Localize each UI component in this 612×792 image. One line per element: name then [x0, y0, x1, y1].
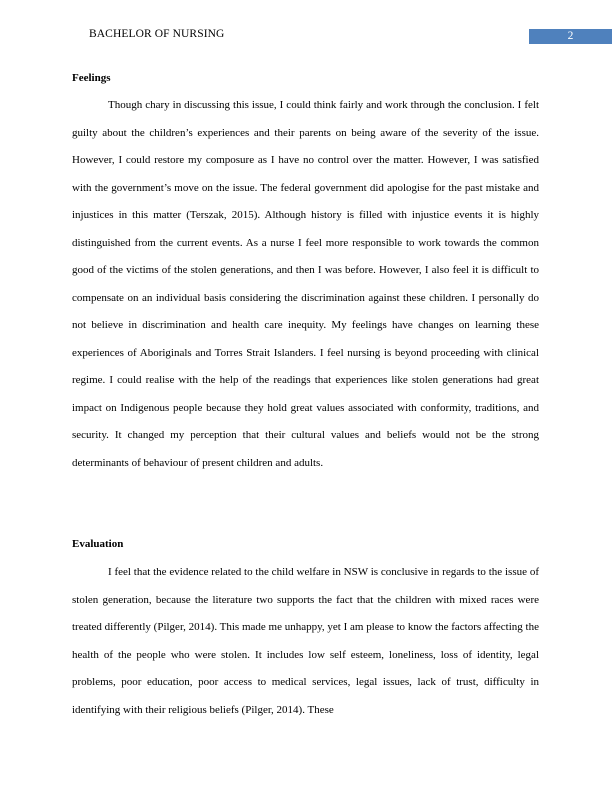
section-heading-feelings: Feelings — [72, 72, 111, 84]
section-body-evaluation — [72, 559, 539, 724]
section-heading-evaluation: Evaluation — [72, 538, 124, 550]
section-body-feelings — [72, 92, 539, 477]
running-head: BACHELOR OF NURSING — [89, 28, 225, 40]
paragraph-feelings: Though chary in discussing this issue, I could think fairly and work through the conclusion. I felt guilty about the children’s experiences and their parents on being aware of the severity of the issue. However, I could restore my composure as I have no control over the matter. However, I was satisfied with the government’s move on the issue. The federal government did apologise for the past mistake and injustices in this matter (Terszak, 2015). Although history is filled with injustice events it is highly distinguished from the current events. As a nurse I feel more responsible to work towards the common good of the victims of the stolen generations, and then I was before. However, I also feel it is difficult to compensate on an individual basis considering the discrimination against these children. I personally do not believe in discrimination and health care inequity. My feelings have changes on learning these experiences of Aboriginals and Torres Strait Islanders. I feel nursing is beyond proceeding with clinical regime. I could realise with the help of the readings that experiences like stolen generations had great impact on Indigenous people because they hold great values associated with conformity, traditions, and security. It changed my perception that their cultural values and beliefs would not be the strong determinants of behaviour of present children and adults. — [72, 99, 539, 469]
paragraph-evaluation: I feel that the evidence related to the child welfare in NSW is conclusive in regards to the issue of stolen generation, because the literature two supports the fact that the children with mixed races were treated differently (Pilger, 2014). This made me unhappy, yet I am please to know the factors affecting the health of the people who were stolen. It includes low self esteem, loneliness, loss of identity, legal problems, poor education, poor access to medical services, legal issues, lack of trust, difficulty in identifying with their religious beliefs (Pilger, 2014). These — [72, 566, 539, 716]
page-number-badge: 2 — [529, 29, 612, 44]
